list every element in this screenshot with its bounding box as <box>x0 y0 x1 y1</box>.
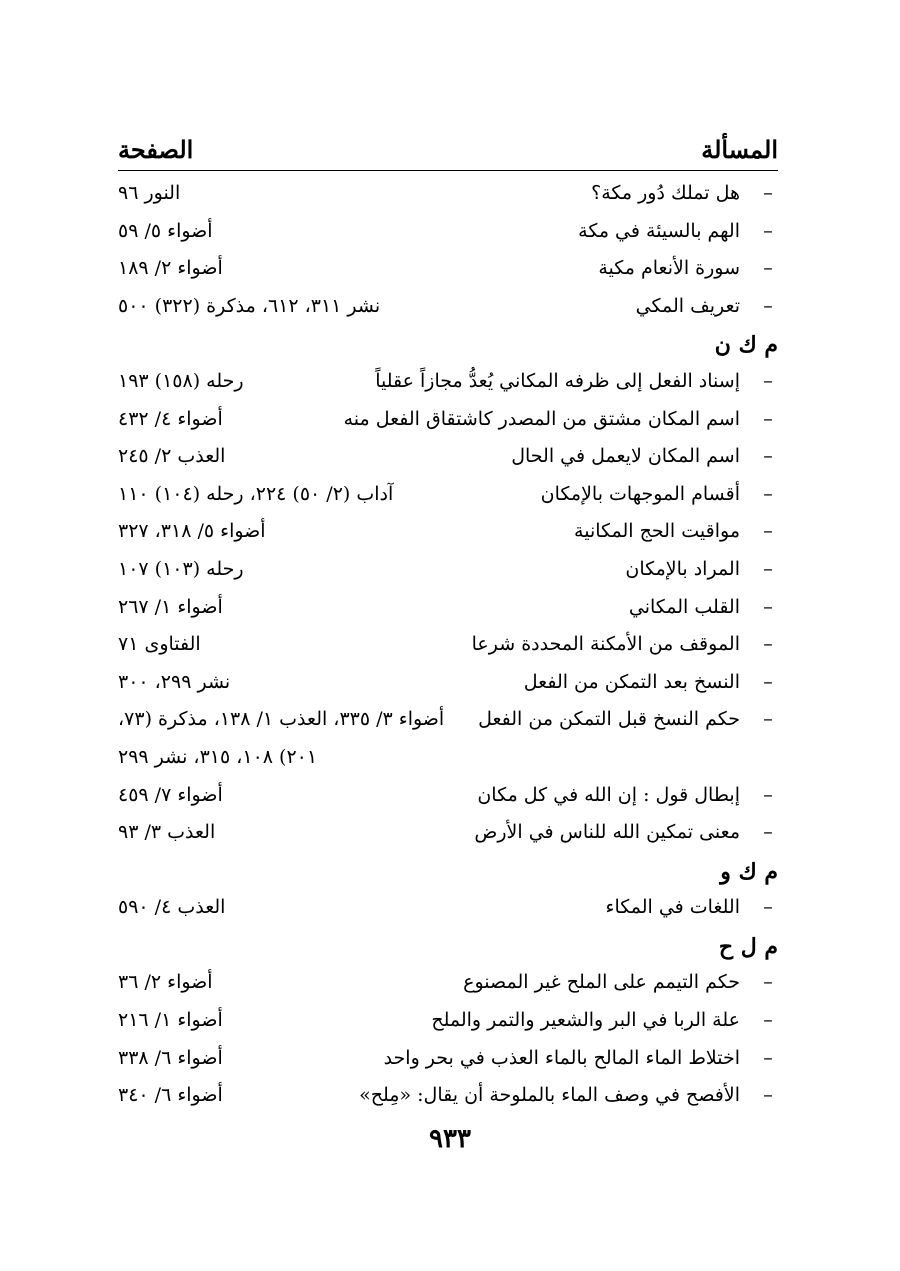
root-section-heading: م ك ن <box>714 332 778 359</box>
entry-reference: أضواء ٥/ ٥٩ <box>118 219 213 242</box>
entry-reference: أضواء ٣/ ٣٣٥، العذب ١/ ١٣٨، مذكرة (٧٣، <box>118 708 445 731</box>
index-entry <box>118 288 778 326</box>
index-entry-continuation <box>118 739 778 777</box>
topic-column-label: المسألة <box>701 135 778 164</box>
index-page <box>118 120 778 1115</box>
entry-reference: أضواء ٤/ ٤٣٢ <box>118 407 223 430</box>
entry-reference: أضواء ٦/ ٣٣٨ <box>118 1046 223 1069</box>
entry-dash: – <box>763 369 773 392</box>
entry-reference: نشر ٢٩٩، ٣٠٠ <box>118 670 231 693</box>
entry-topic: حكم التيمم على الملح غير المصنوع <box>463 971 740 994</box>
entry-topic: معنى تمكين الله للناس في الأرض <box>474 821 740 844</box>
entry-dash: – <box>763 219 773 242</box>
entry-reference: الفتاوى ٧١ <box>118 633 201 656</box>
entry-dash: – <box>763 557 773 580</box>
entry-dash: – <box>763 896 773 919</box>
entry-topic: إبطال قول : إن الله في كل مكان <box>477 783 740 806</box>
entry-reference: أضواء ١/ ٢٦٧ <box>118 595 223 618</box>
entry-topic: مواقيت الحج المكانية <box>574 520 740 543</box>
entry-topic: النسخ بعد التمكن من الفعل <box>523 670 740 693</box>
entry-dash: – <box>763 520 773 543</box>
entry-dash: – <box>763 482 773 505</box>
index-entry <box>118 1040 778 1078</box>
entry-topic: تعريف المكي <box>635 294 740 317</box>
entry-topic: الموقف من الأمكنة المحددة شرعا <box>471 633 740 656</box>
index-entry <box>118 551 778 589</box>
index-entry <box>118 438 778 476</box>
entry-topic: اسم المكان مشتق من المصدر كاشتقاق الفعل منه <box>343 407 740 430</box>
entry-topic: حكم النسخ قبل التمكن من الفعل <box>478 708 740 731</box>
entry-dash: – <box>763 821 773 844</box>
index-entry <box>118 1002 778 1040</box>
entry-reference: العذب ٢/ ٢٤٥ <box>118 445 226 468</box>
entry-dash: – <box>763 445 773 468</box>
entry-reference: العذب ٣/ ٩٣ <box>118 821 216 844</box>
page-number: ٩٣٣ <box>429 1124 471 1154</box>
index-entry <box>118 664 778 702</box>
index-entry <box>118 777 778 815</box>
index-entry <box>118 363 778 401</box>
entry-reference: أضواء ٥/ ٣١٨، ٣٢٧ <box>118 520 266 543</box>
index-entry <box>118 964 778 1002</box>
entry-dash: – <box>763 294 773 317</box>
entry-dash: – <box>763 257 773 280</box>
index-entry <box>118 401 778 439</box>
entry-dash: – <box>763 971 773 994</box>
index-header <box>118 120 778 171</box>
entry-reference: رحله (١٠٣) ١٠٧ <box>118 557 244 580</box>
index-entry <box>118 589 778 627</box>
entry-topic: اسم المكان لايعمل في الحال <box>511 445 740 468</box>
index-entry <box>118 476 778 514</box>
entry-topic: أقسام الموجهات بالإمكان <box>540 482 740 505</box>
index-entry <box>118 250 778 288</box>
entry-topic: اختلاط الماء المالح بالماء العذب في بحر واحد <box>383 1046 740 1069</box>
entry-dash: – <box>763 783 773 806</box>
entry-dash: – <box>763 633 773 656</box>
index-entry <box>118 175 778 213</box>
entry-topic: سورة الأنعام مكية <box>598 257 740 280</box>
entry-dash: – <box>763 1009 773 1032</box>
index-entry <box>118 626 778 664</box>
entry-topic: هل تملك دُور مكة؟ <box>591 182 740 204</box>
entry-topic: إسناد الفعل إلى ظرفه المكاني يُعدُّ مجازاً عقلياً <box>375 369 740 392</box>
entry-reference: العذب ٤/ ٥٩٠ <box>118 896 226 919</box>
entry-topic: الهم بالسيئة في مكة <box>578 219 740 242</box>
entry-dash: – <box>763 708 773 731</box>
entry-reference: النور ٩٦ <box>118 182 181 204</box>
index-entry <box>118 213 778 251</box>
entry-reference: أضواء ٢/ ١٨٩ <box>118 257 223 280</box>
index-entry <box>118 1077 778 1115</box>
entry-dash: – <box>763 1084 773 1107</box>
page-column-label: الصفحة <box>118 135 194 164</box>
root-section-heading: م ل ح <box>718 933 778 960</box>
entry-reference: أضواء ٢/ ٣٦ <box>118 971 213 994</box>
entry-topic: اللغات في المكاء <box>605 896 740 919</box>
entry-reference: ٢٠١) ١٠٨، ٣١٥، نشر ٢٩٩ <box>118 745 318 768</box>
index-entry <box>118 513 778 551</box>
entry-reference: نشر ٣١١، ٦١٢، مذكرة (٣٢٢) ٥٠٠ <box>118 294 381 317</box>
entry-reference: أضواء ١/ ٢١٦ <box>118 1009 223 1032</box>
entry-dash: – <box>763 407 773 430</box>
root-section-heading: م ك و <box>720 858 778 885</box>
entry-topic: الأفصح في وصف الماء بالملوحة أن يقال: «مِلح» <box>359 1084 740 1107</box>
index-entry <box>118 814 778 852</box>
entry-topic: علة الربا في البر والشعير والتمر والملح <box>431 1009 740 1032</box>
entry-dash: – <box>763 670 773 693</box>
entry-dash: – <box>763 1046 773 1069</box>
entry-dash: – <box>763 182 773 204</box>
entry-reference: أضواء ٧/ ٤٥٩ <box>118 783 223 806</box>
entry-reference: أضواء ٦/ ٣٤٠ <box>118 1084 223 1107</box>
entry-dash: – <box>763 595 773 618</box>
index-entry <box>118 701 778 739</box>
index-entry <box>118 889 778 927</box>
entry-topic: المراد بالإمكان <box>625 557 740 580</box>
entry-reference: رحله (١٥٨) ١٩٣ <box>118 369 244 392</box>
entry-topic: القلب المكاني <box>628 595 740 618</box>
entry-reference: آداب (٢/ ٥٠) ٢٢٤، رحله (١٠٤) ١١٠ <box>118 482 394 505</box>
